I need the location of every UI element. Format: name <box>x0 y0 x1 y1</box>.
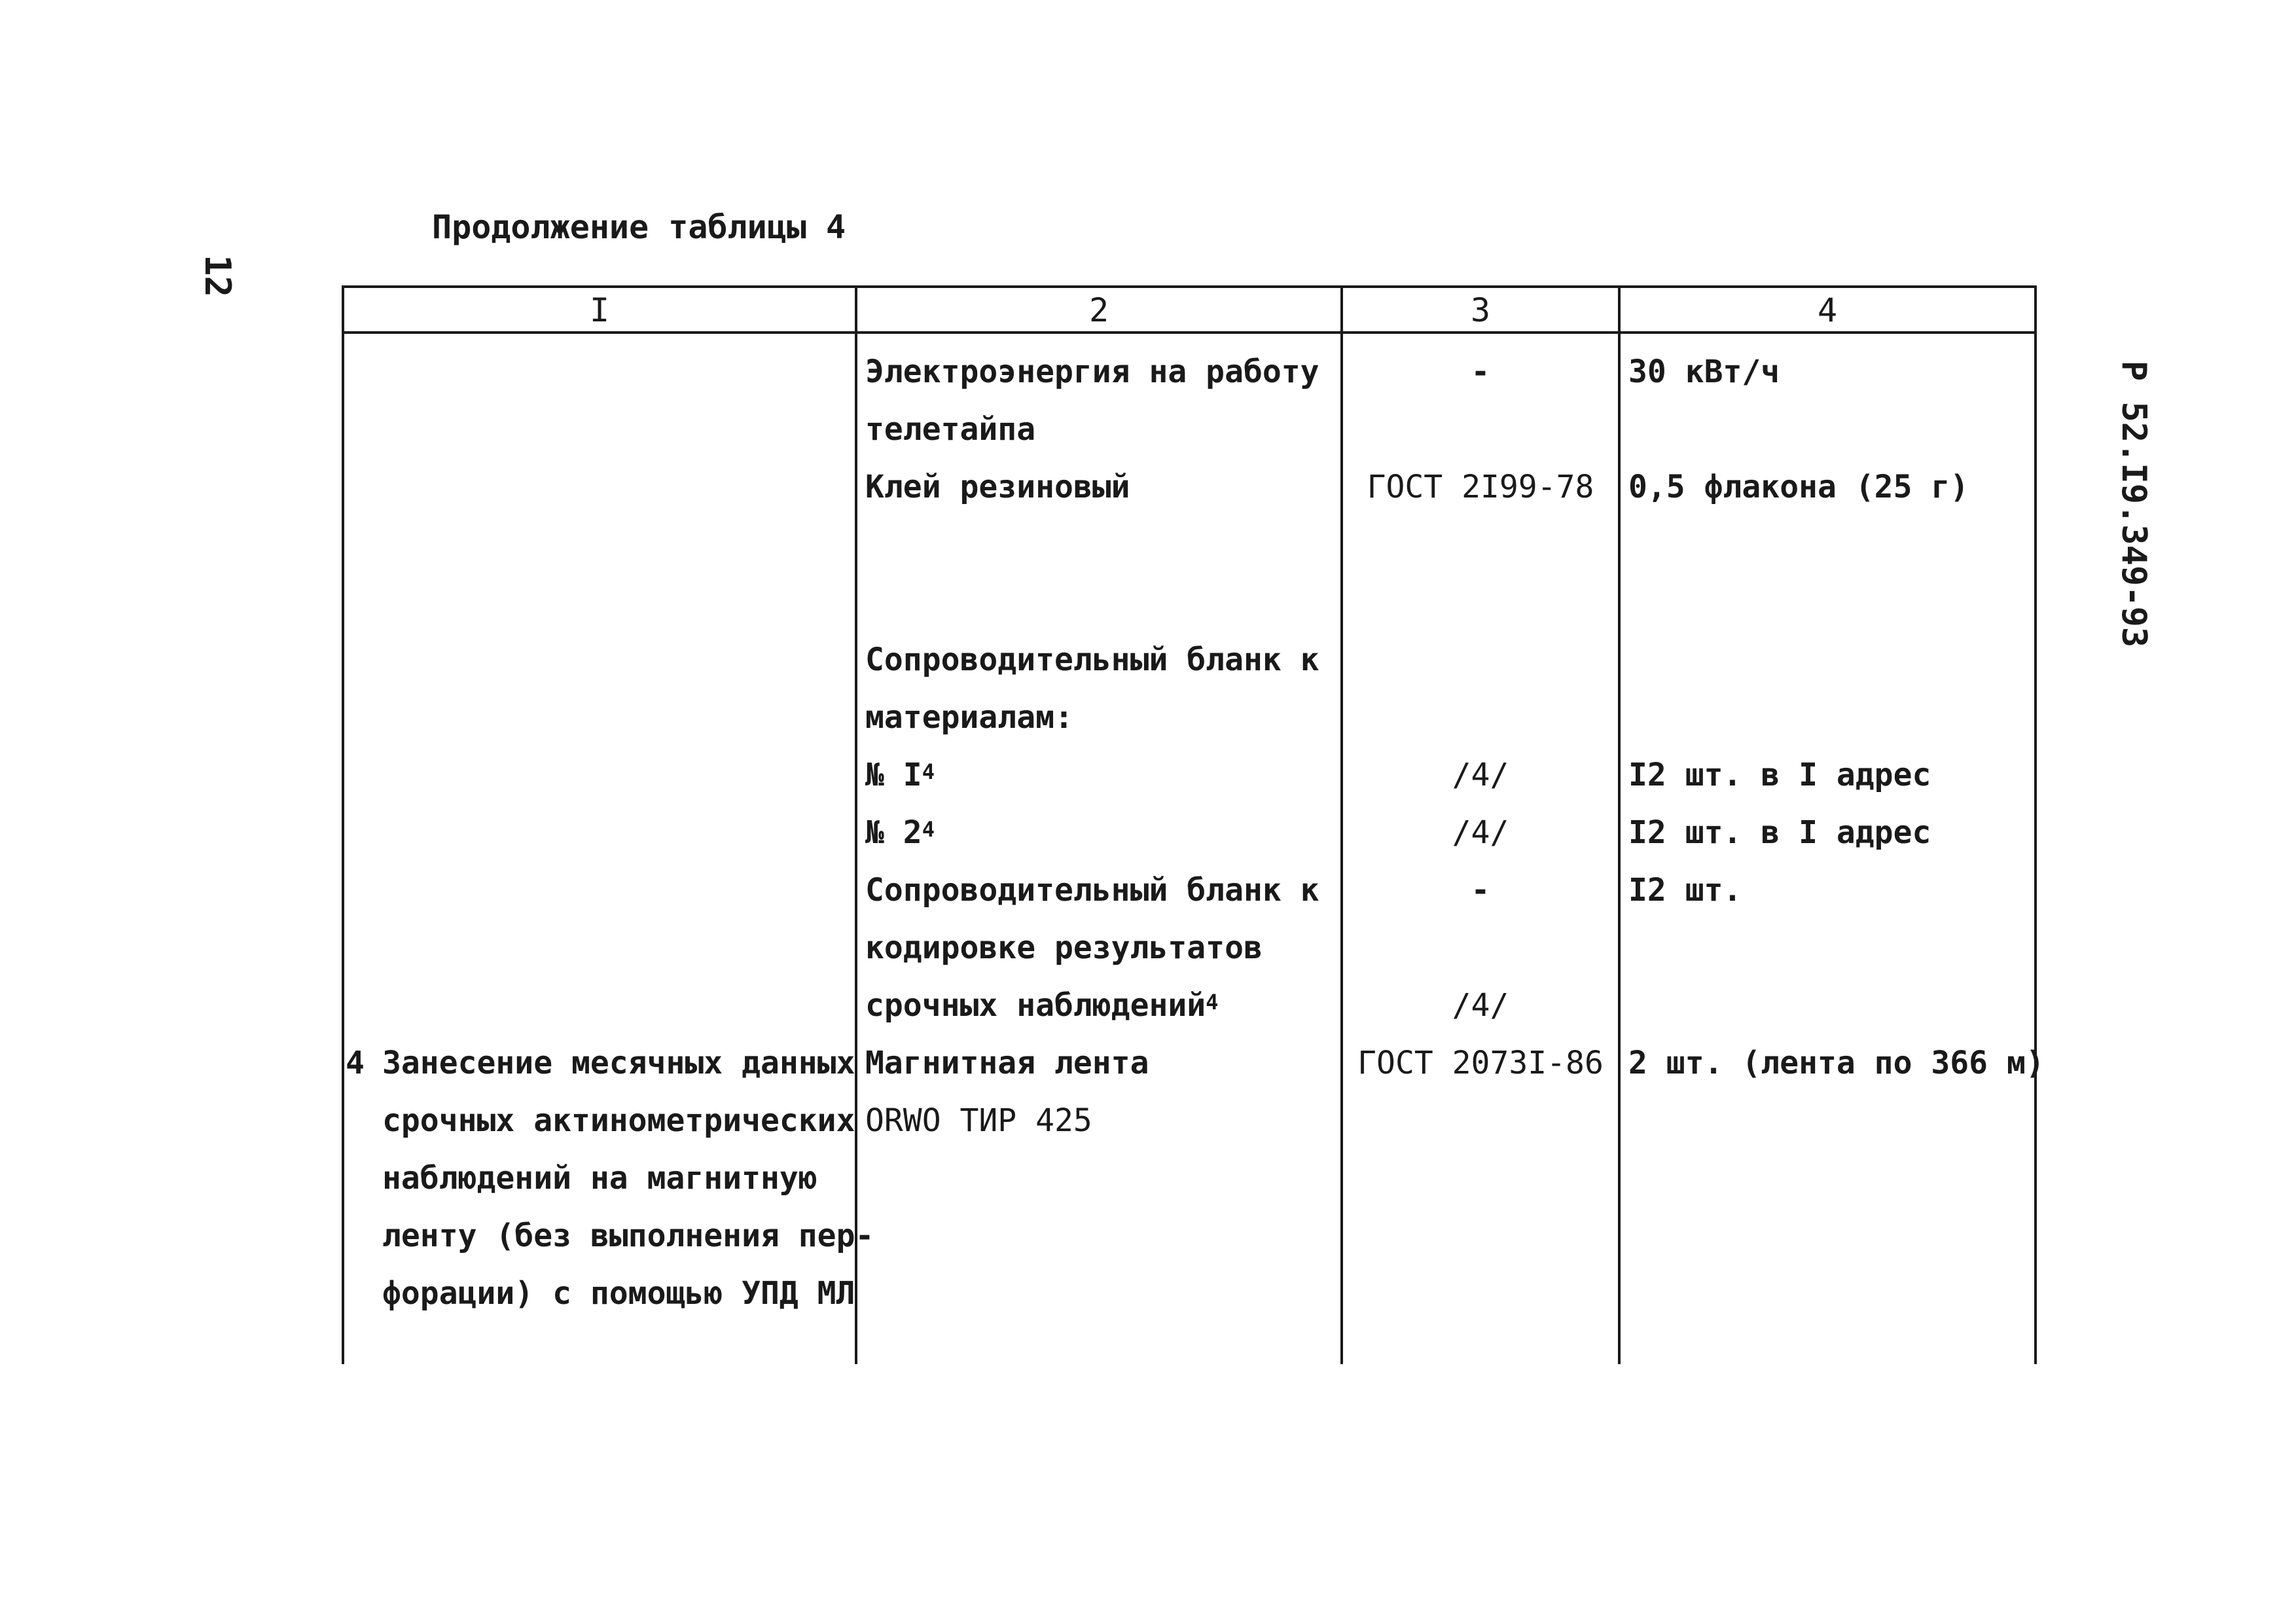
col4-line-8: I2 шт. <box>1628 872 1742 909</box>
col1-text <box>382 1034 874 1322</box>
table-top-border <box>342 285 2037 288</box>
col3-spacer <box>1343 631 1618 689</box>
column-divider-3-4 <box>1618 285 1621 1364</box>
col1-line-2: срочных актинометрических <box>382 1102 855 1139</box>
col2-line-9: кодировке результатов <box>865 929 1263 966</box>
col3-line-11: ГОСТ 2073I-86 <box>1357 1045 1604 1081</box>
document-code: Р 52.I9.349-93 <box>2114 360 2153 648</box>
col1-line-1: Занесение месячных данных <box>382 1045 855 1081</box>
col4-line-7: I2 шт. в I адрес <box>1628 814 1931 851</box>
col4-line-1: 30 кВт/ч <box>1628 353 1780 390</box>
col3-spacer <box>1343 689 1618 746</box>
col4-spacer <box>1628 977 2045 1034</box>
col2-line-1: Электроэнергия на работу <box>865 353 1319 390</box>
col4-line-3: 0,5 флакона (25 г) <box>1628 469 1969 505</box>
col2-line-5: материалам: <box>865 699 1073 736</box>
col2-line-12: ORWO ТИР 425 <box>865 1102 1092 1139</box>
header-col-4: 4 <box>1817 291 1838 329</box>
col4-spacer <box>1628 919 2045 977</box>
col3-line-6: /4/ <box>1452 757 1509 793</box>
header-col-2: 2 <box>1088 291 1109 329</box>
col3-spacer <box>1343 401 1618 458</box>
col3-line-3: ГОСТ 2I99-78 <box>1367 469 1594 505</box>
col4-spacer <box>1628 631 2045 689</box>
col2-spacer <box>865 573 1319 631</box>
col1-line-3: наблюдений на магнитную <box>382 1160 817 1197</box>
col1-line-4: ленту (без выполнения пер- <box>382 1218 874 1254</box>
footnote-ref: 4 <box>1206 990 1219 1015</box>
page-number: 12 <box>197 254 239 298</box>
col3-line-8: - <box>1471 872 1490 909</box>
col2-line-11: Магнитная лента <box>865 1045 1149 1081</box>
col4-text <box>1628 343 2045 1092</box>
col3-spacer <box>1343 516 1618 573</box>
col3-spacer <box>1343 573 1618 631</box>
table-caption: Продолжение таблицы 4 <box>432 208 846 246</box>
col4-spacer <box>1628 573 2045 631</box>
col2-line-8: Сопроводительный бланк к <box>865 872 1319 909</box>
col2-line-3: Клей резиновый <box>865 469 1130 505</box>
col3-line-1: - <box>1471 353 1490 390</box>
header-col-1: I <box>589 291 610 329</box>
header-bottom-border <box>342 331 2037 334</box>
row-number: 4 <box>346 1045 365 1081</box>
col4-spacer <box>1628 689 2045 746</box>
col2-line-2: телетайпа <box>865 411 1036 448</box>
footnote-ref: 4 <box>922 817 935 842</box>
col4-line-6: I2 шт. в I адрес <box>1628 757 1931 793</box>
col3-line-7: /4/ <box>1452 814 1509 851</box>
col2-line-7: № $2^4$ <box>865 814 935 851</box>
header-col-3: 3 <box>1470 291 1491 329</box>
col2-text <box>865 343 1319 1149</box>
col4-spacer <box>1628 516 2045 573</box>
table-left-border <box>342 285 344 1364</box>
footnote-ref: 4 <box>922 759 935 784</box>
col3-text <box>1343 343 1618 1092</box>
col2-line-6: № $I^4$ <box>865 757 935 793</box>
col4-line-11: 2 шт. (лента по 366 м) <box>1628 1045 2045 1081</box>
col3-line-10: /4/ <box>1452 987 1509 1024</box>
col1-line-5: форации) с помощью УПД МЛ <box>382 1275 855 1312</box>
col2-line-4: Сопроводительный бланк к <box>865 641 1319 678</box>
col2-line-10: срочных наблюдений$^4$ <box>865 987 1219 1024</box>
col2-spacer <box>865 516 1319 573</box>
col3-spacer <box>1343 919 1618 977</box>
col4-spacer <box>1628 401 2045 458</box>
